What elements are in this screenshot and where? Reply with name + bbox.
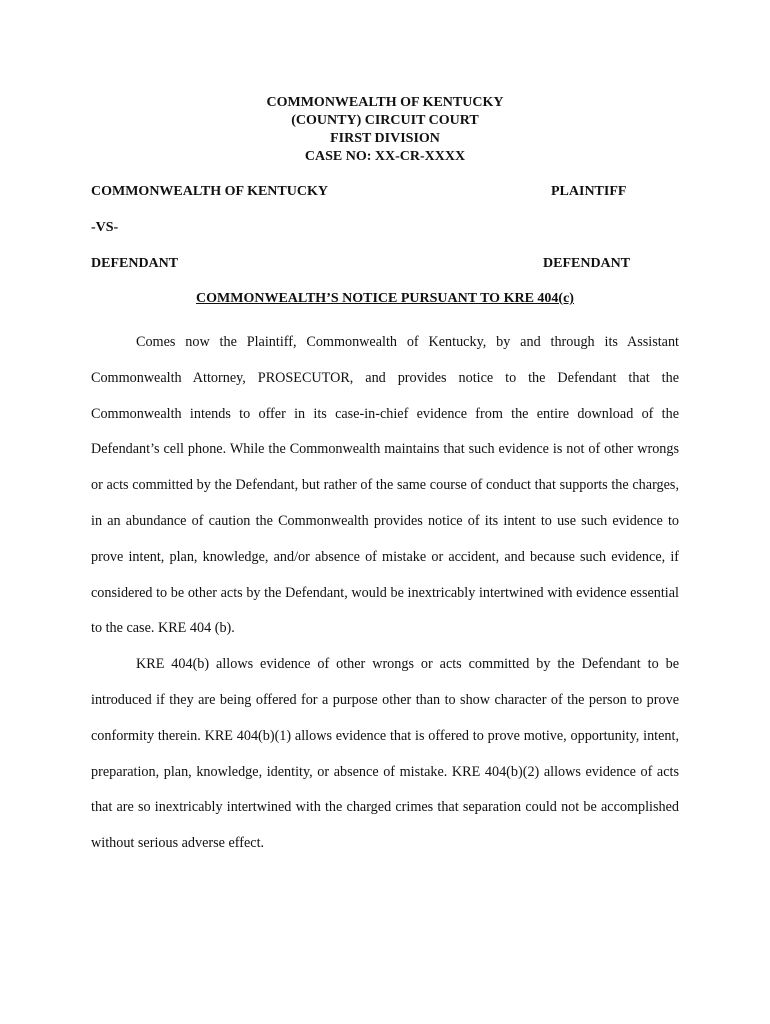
paragraph-kre-404b: KRE 404(b) allows evidence of other wrongs or acts committed by the Defendant to be introduced if they are being offered for a purpose other than to show character of the person to prove conformity therein. KRE 404(b)(1) allows evidence that is offered to prove motive, opportunity, intent, preparation, plan, knowledge, identity, or absence of mistake. KRE 404(b)(2) allows evidence of acts that are so inextricably intertwined with the charged crimes that separation could not be accomplished without serious adverse effect.	[91, 656, 679, 852]
defendant-row	[91, 255, 651, 273]
case-caption	[0, 94, 770, 166]
defendant-role: DEFENDANT	[543, 256, 631, 271]
caption-state: COMMONWEALTH OF KENTUCKY	[266, 95, 504, 110]
plaintiff-row	[91, 183, 651, 201]
notice-title: COMMONWEALTH’S NOTICE PURSUANT TO KRE 404(c)	[196, 291, 574, 306]
caption-division: FIRST DIVISION	[330, 131, 440, 146]
plaintiff-name: COMMONWEALTH OF KENTUCKY	[91, 184, 328, 199]
plaintiff-role: PLAINTIFF	[551, 184, 627, 199]
defendant-name: DEFENDANT	[91, 256, 179, 271]
versus-row	[91, 219, 651, 237]
paragraph-notice: Comes now the Plaintiff, Commonwealth of Kentucky, by and through its Assistant Commonwealth Attorney, PROSECUTOR, and provides notice to the Defendant that the Commonwealth intends to offer in its case-in-chief evidence from the entire download of the Defendant’s cell phone. While the Commonwealth maintains that such evidence is not of other wrongs or acts committed by the Defendant, but rather of the same course of conduct that supports the charges, in an abundance of caution the Commonwealth provides notice of its intent to use such evidence to prove intent, plan, knowledge, and/or absence of mistake or accident, and because such evidence, if considered to be other acts by the Defendant, would be inextricably intertwined with evidence essential to the case. KRE 404 (b).	[91, 334, 679, 637]
caption-case-number: CASE NO: XX-CR-XXXX	[304, 149, 466, 164]
versus-label: -VS-	[91, 220, 119, 235]
caption-court: (COUNTY) CIRCUIT COURT	[291, 113, 479, 128]
notice-body	[91, 325, 679, 862]
